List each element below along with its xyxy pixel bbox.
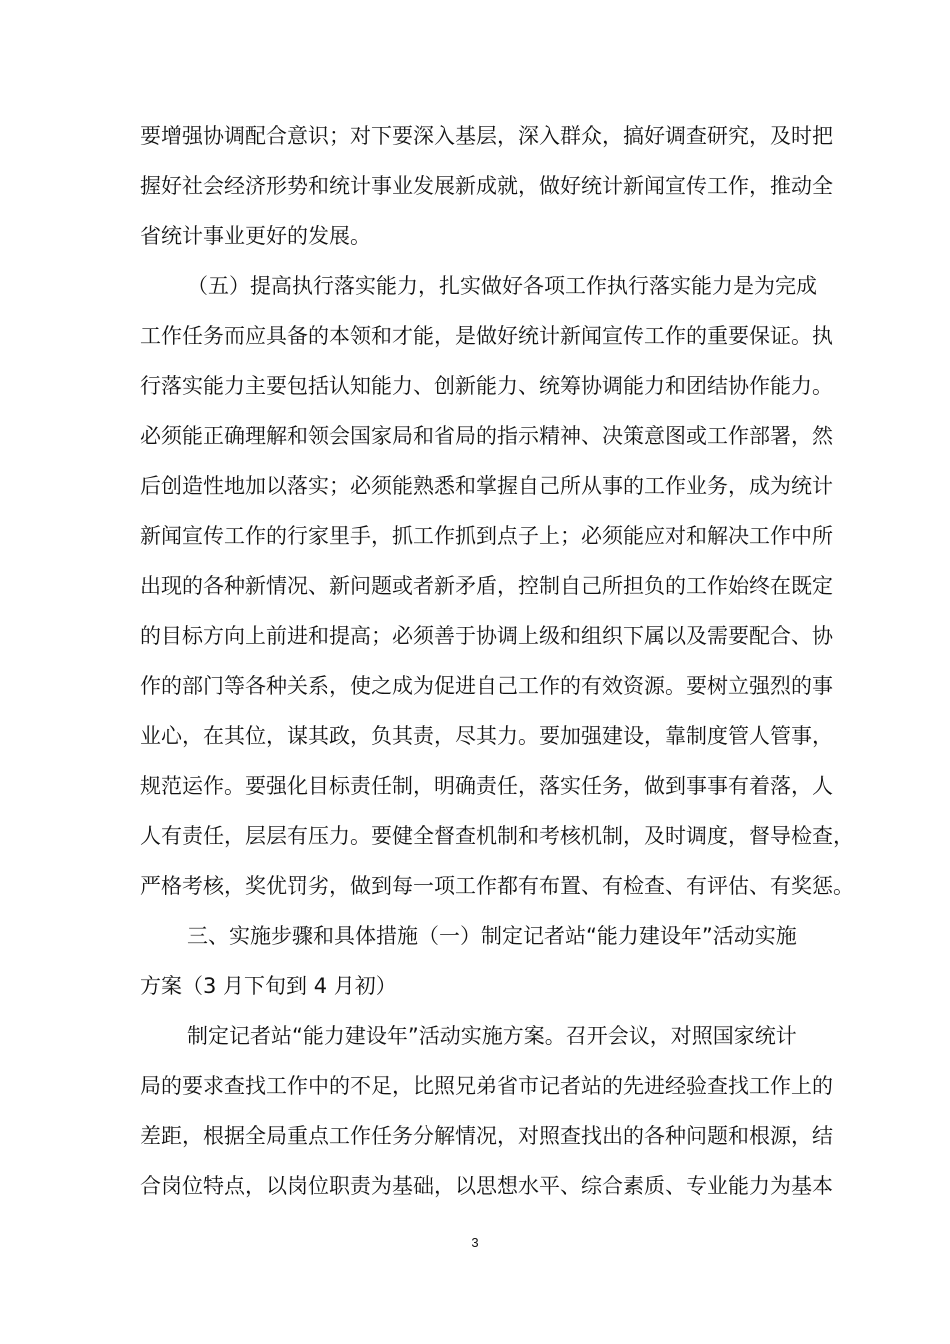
text-line: 合岗位特点，以岗位职责为基础，以思想水平、综合素质、专业能力为基本 (140, 1174, 833, 1198)
text-line: 出现的各种新情况、新问题或者新矛盾，控制自己所担负的工作始终在既定 (140, 574, 833, 598)
text-line: 后创造性地加以落实；必须能熟悉和掌握自己所从事的工作业务，成为统计 (140, 474, 833, 498)
text-line: 工作任务而应具备的本领和才能，是做好统计新闻宣传工作的重要保证。执 (140, 324, 833, 348)
text-line: 严格考核，奖优罚劣，做到每一项工作都有布置、有检查、有评估、有奖惩。 (140, 874, 854, 898)
text-line: 行落实能力主要包括认知能力、创新能力、统筹协调能力和团结协作能力。 (140, 374, 833, 398)
text-line: 必须能正确理解和领会国家局和省局的指示精神、决策意图或工作部署，然 (140, 424, 833, 448)
text-line: 省统计事业更好的发展。 (140, 224, 371, 248)
text-line: 业心，在其位，谋其政，负其责，尽其力。要加强建设，靠制度管人管事， (140, 724, 833, 748)
page-number: 3 (471, 1235, 479, 1250)
text-line: 制定记者站“能力建设年”活动实施方案。召开会议，对照国家统计 (187, 1024, 797, 1048)
section-heading-line: 三、实施步骤和具体措施（一）制定记者站“能力建设年”活动实施 (187, 924, 797, 948)
text-line: 局的要求查找工作中的不足，比照兄弟省市记者站的先进经验查找工作上的 (140, 1074, 833, 1098)
text-line: 握好社会经济形势和统计事业发展新成就，做好统计新闻宣传工作，推动全 (140, 174, 833, 198)
text-line: 差距，根据全局重点工作任务分解情况，对照查找出的各种问题和根源，结 (140, 1124, 833, 1148)
text-line: （五）提高执行落实能力，扎实做好各项工作执行落实能力是为完成 (187, 274, 817, 298)
text-line: 人有责任，层层有压力。要健全督查机制和考核机制，及时调度，督导检查， (140, 824, 854, 848)
text-line: 新闻宣传工作的行家里手，抓工作抓到点子上；必须能应对和解决工作中所 (140, 524, 833, 548)
text-line: 的目标方向上前进和提高；必须善于协调上级和组织下属以及需要配合、协 (140, 624, 833, 648)
text-line: 要增强协调配合意识；对下要深入基层，深入群众，搞好调查研究，及时把 (140, 124, 833, 148)
text-line: 作的部门等各种关系，使之成为促进自己工作的有效资源。要树立强烈的事 (140, 674, 833, 698)
text-line: 规范运作。要强化目标责任制，明确责任，落实任务，做到事事有着落，人 (140, 774, 833, 798)
section-heading-line: 方案（3 月下旬到 4 月初） (140, 974, 397, 998)
